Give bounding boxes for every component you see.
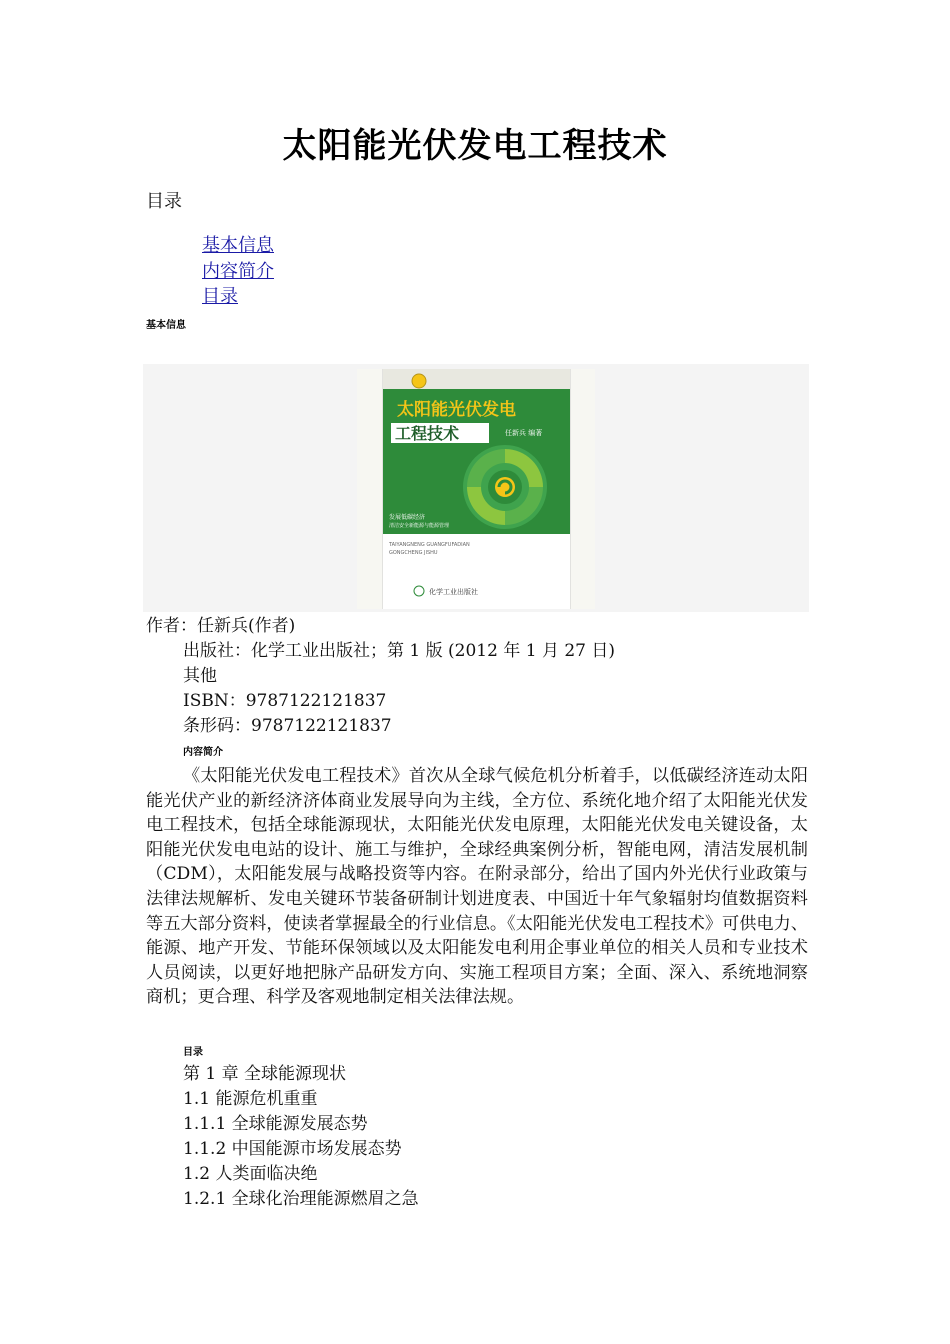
- section-heading-basic-info: 基本信息: [146, 320, 186, 331]
- cover-pinyin-line2: GONGCHENG JISHU: [389, 550, 438, 556]
- cover-author-tag: 任新兵 编著: [505, 429, 543, 437]
- meta-barcode: 条形码：9787122121837: [183, 716, 392, 736]
- cover-series-line2: 清洁安全新能源与能源管理: [389, 523, 450, 529]
- toc-link-intro[interactable]: 内容简介: [202, 260, 274, 282]
- meta-publisher: 出版社：化学工业出版社；第 1 版 (2012 年 1 月 27 日): [183, 641, 616, 661]
- book-cover-image: [357, 369, 595, 609]
- cover-title-line2: 工程技术: [395, 424, 460, 443]
- contents-list: [183, 1062, 419, 1212]
- cover-title-line1: 太阳能光伏发电: [397, 400, 516, 420]
- cover-publisher: 化学工业出版社: [429, 588, 478, 596]
- section-heading-contents: 目录: [183, 1047, 203, 1058]
- meta-other: 其他: [183, 666, 217, 686]
- cover-series-line1: 发展低碳经济: [389, 514, 426, 521]
- page-title: 太阳能光伏发电工程技术: [282, 126, 668, 166]
- meta-isbn: ISBN：9787122121837: [183, 691, 387, 711]
- contents-item: 1.1 能源危机重重: [183, 1089, 318, 1109]
- contents-item: 1.2 人类面临决绝: [183, 1164, 318, 1184]
- toc-label: 目录: [146, 191, 182, 212]
- meta-author: 作者：任新兵(作者): [146, 616, 296, 636]
- contents-item: 第 1 章 全球能源现状: [183, 1064, 347, 1084]
- toc-link-basic-info[interactable]: 基本信息: [202, 235, 274, 256]
- section-heading-intro: 内容简介: [183, 747, 223, 758]
- toc-links: [202, 233, 274, 310]
- book-meta: [146, 614, 615, 739]
- toc-link-contents[interactable]: 目录: [202, 286, 238, 307]
- contents-item: 1.1.1 全球能源发展态势: [183, 1114, 368, 1134]
- contents-item: 1.2.1 全球化治理能源燃眉之急: [183, 1189, 419, 1209]
- intro-paragraph: 《太阳能光伏发电工程技术》首次从全球气候危机分析着手，以低碳经济连动太阳能光伏产业的新经济济体商业发展导向为主线，全方位、系统化地介绍了太阳能光伏发电工程技术，包括全球能源现状，太阳能光伏发电原理，太阳能光伏发电关键设备，太阳能光伏发电电站的设计、施工与维护，全球经典案例分析，智能电网，清洁发展机制（CDM），太阳能发展与战略投资等内容。在附录部分，给出了国内外光伏行业政策与法律法规解析、发电关键环节装备研制计划进度表、中国近十年气象辐射均值数据资料等五大部分资料，使读者掌握最全的行业信息。《太阳能光伏发电工程技术》可供电力、能源、地产开发、节能环保领域以及太阳能发电利用企事业单位的相关人员和专业技术人员阅读，以更好地把脉产品研发方向、实施工程项目方案；全面、深入、系统地洞察商机；更合理、科学及客观地制定相关法律法规。: [146, 766, 808, 1008]
- contents-item: 1.1.2 中国能源市场发展态势: [183, 1139, 402, 1159]
- cover-pinyin-line1: TAIYANGNENG GUANGFUFADIAN: [389, 542, 470, 548]
